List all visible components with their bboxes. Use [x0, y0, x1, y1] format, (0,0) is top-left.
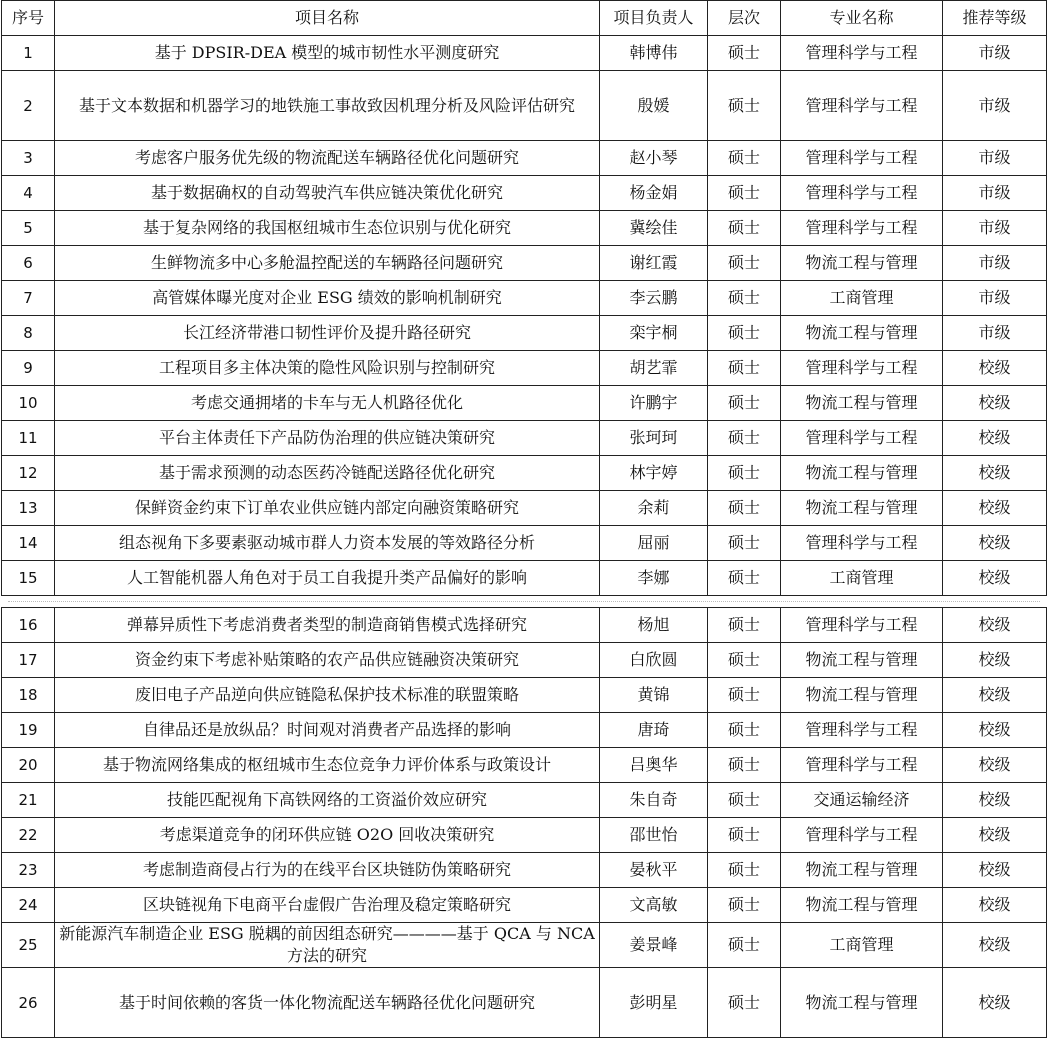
row-number: 11 [2, 421, 55, 456]
major-name: 物流工程与管理 [781, 316, 943, 351]
recommend-grade: 市级 [943, 246, 1047, 281]
row-number: 24 [2, 888, 55, 923]
table-row [2, 968, 1047, 1038]
project-title: 新能源汽车制造企业 ESG 脱耦的前因组态研究————基于 QCA 与 NCA 方法的研究 [55, 923, 600, 968]
row-number: 10 [2, 386, 55, 421]
degree-level: 硕士 [708, 968, 781, 1038]
row-number: 16 [2, 608, 55, 643]
project-leader: 黄锦 [600, 678, 708, 713]
recommend-grade: 校级 [943, 888, 1047, 923]
table-row [2, 713, 1047, 748]
major-name: 管理科学与工程 [781, 526, 943, 561]
row-number: 9 [2, 351, 55, 386]
recommend-grade: 校级 [943, 608, 1047, 643]
project-leader: 邵世怡 [600, 818, 708, 853]
degree-level: 硕士 [708, 853, 781, 888]
project-leader: 林宇婷 [600, 456, 708, 491]
row-number: 26 [2, 968, 55, 1038]
major-name: 管理科学与工程 [781, 141, 943, 176]
degree-level: 硕士 [708, 713, 781, 748]
table-row [2, 141, 1047, 176]
project-title: 自律品还是放纵品？时间观对消费者产品选择的影响 [55, 713, 600, 748]
table-row [2, 211, 1047, 246]
major-name: 管理科学与工程 [781, 351, 943, 386]
project-leader: 吕奥华 [600, 748, 708, 783]
major-name: 物流工程与管理 [781, 678, 943, 713]
recommend-grade: 校级 [943, 421, 1047, 456]
degree-level: 硕士 [708, 923, 781, 968]
table-row [2, 281, 1047, 316]
row-number: 2 [2, 71, 55, 141]
header-recommend-grade: 推荐等级 [943, 1, 1047, 36]
row-number: 1 [2, 36, 55, 71]
table-row [2, 491, 1047, 526]
project-title: 资金约束下考虑补贴策略的农产品供应链融资决策研究 [55, 643, 600, 678]
project-leader: 唐琦 [600, 713, 708, 748]
table-row [2, 923, 1047, 968]
degree-level: 硕士 [708, 561, 781, 596]
degree-level: 硕士 [708, 176, 781, 211]
recommend-grade: 校级 [943, 923, 1047, 968]
row-number: 7 [2, 281, 55, 316]
row-number: 4 [2, 176, 55, 211]
project-title: 长江经济带港口韧性评价及提升路径研究 [55, 316, 600, 351]
major-name: 物流工程与管理 [781, 246, 943, 281]
major-name: 管理科学与工程 [781, 713, 943, 748]
project-leader: 余莉 [600, 491, 708, 526]
recommend-grade: 市级 [943, 176, 1047, 211]
project-title: 基于需求预测的动态医药冷链配送路径优化研究 [55, 456, 600, 491]
project-title: 基于数据确权的自动驾驶汽车供应链决策优化研究 [55, 176, 600, 211]
project-leader: 许鹏宇 [600, 386, 708, 421]
major-name: 物流工程与管理 [781, 386, 943, 421]
recommend-grade: 市级 [943, 141, 1047, 176]
degree-level: 硕士 [708, 386, 781, 421]
recommend-grade: 校级 [943, 968, 1047, 1038]
major-name: 交通运输经济 [781, 783, 943, 818]
project-leader: 谢红霞 [600, 246, 708, 281]
degree-level: 硕士 [708, 211, 781, 246]
project-title: 工程项目多主体决策的隐性风险识别与控制研究 [55, 351, 600, 386]
degree-level: 硕士 [708, 818, 781, 853]
project-leader: 赵小琴 [600, 141, 708, 176]
recommend-grade: 校级 [943, 526, 1047, 561]
row-number: 21 [2, 783, 55, 818]
header-degree-level: 层次 [708, 1, 781, 36]
project-leader: 晏秋平 [600, 853, 708, 888]
project-title: 生鲜物流多中心多舱温控配送的车辆路径问题研究 [55, 246, 600, 281]
recommend-grade: 校级 [943, 853, 1047, 888]
row-number: 13 [2, 491, 55, 526]
major-name: 管理科学与工程 [781, 421, 943, 456]
project-leader: 文高敏 [600, 888, 708, 923]
project-title: 基于物流网络集成的枢纽城市生态位竞争力评价体系与政策设计 [55, 748, 600, 783]
recommend-grade: 市级 [943, 211, 1047, 246]
degree-level: 硕士 [708, 281, 781, 316]
row-number: 25 [2, 923, 55, 968]
major-name: 物流工程与管理 [781, 456, 943, 491]
major-name: 工商管理 [781, 923, 943, 968]
major-name: 管理科学与工程 [781, 36, 943, 71]
row-number: 19 [2, 713, 55, 748]
table-row [2, 176, 1047, 211]
major-name: 管理科学与工程 [781, 748, 943, 783]
degree-level: 硕士 [708, 643, 781, 678]
project-title: 废旧电子产品逆向供应链隐私保护技术标准的联盟策略 [55, 678, 600, 713]
project-leader: 冀绘佳 [600, 211, 708, 246]
row-number: 12 [2, 456, 55, 491]
degree-level: 硕士 [708, 36, 781, 71]
major-name: 工商管理 [781, 281, 943, 316]
degree-level: 硕士 [708, 316, 781, 351]
table-row [2, 643, 1047, 678]
row-number: 8 [2, 316, 55, 351]
degree-level: 硕士 [708, 526, 781, 561]
row-number: 14 [2, 526, 55, 561]
project-title: 考虑交通拥堵的卡车与无人机路径优化 [55, 386, 600, 421]
table-row [2, 678, 1047, 713]
project-title: 基于复杂网络的我国枢纽城市生态位识别与优化研究 [55, 211, 600, 246]
major-name: 物流工程与管理 [781, 968, 943, 1038]
table-row [2, 561, 1047, 596]
project-leader: 姜景峰 [600, 923, 708, 968]
project-title: 基于 DPSIR-DEA 模型的城市韧性水平测度研究 [55, 36, 600, 71]
page-break-line [8, 601, 1040, 602]
recommend-grade: 市级 [943, 36, 1047, 71]
recommend-grade: 校级 [943, 678, 1047, 713]
row-number: 17 [2, 643, 55, 678]
table-row [2, 351, 1047, 386]
header-project-title: 项目名称 [55, 1, 600, 36]
degree-level: 硕士 [708, 678, 781, 713]
project-leader: 杨金娟 [600, 176, 708, 211]
table-row [2, 36, 1047, 71]
row-number: 23 [2, 853, 55, 888]
project-title: 基于文本数据和机器学习的地铁施工事故致因机理分析及风险评估研究 [55, 71, 600, 141]
project-title: 平台主体责任下产品防伪治理的供应链决策研究 [55, 421, 600, 456]
project-leader: 张珂珂 [600, 421, 708, 456]
project-leader: 殷媛 [600, 71, 708, 141]
project-leader: 朱自奇 [600, 783, 708, 818]
row-number: 20 [2, 748, 55, 783]
table-row [2, 888, 1047, 923]
recommend-grade: 校级 [943, 783, 1047, 818]
table-row [2, 246, 1047, 281]
major-name: 物流工程与管理 [781, 888, 943, 923]
project-title: 基于时间依赖的客货一体化物流配送车辆路径优化问题研究 [55, 968, 600, 1038]
header-major-name: 专业名称 [781, 1, 943, 36]
table-header-row [2, 1, 1047, 36]
project-title: 技能匹配视角下高铁网络的工资溢价效应研究 [55, 783, 600, 818]
degree-level: 硕士 [708, 888, 781, 923]
recommend-grade: 市级 [943, 316, 1047, 351]
project-leader: 李娜 [600, 561, 708, 596]
table-row [2, 456, 1047, 491]
table-row [2, 748, 1047, 783]
degree-level: 硕士 [708, 141, 781, 176]
major-name: 管理科学与工程 [781, 71, 943, 141]
recommend-grade: 校级 [943, 491, 1047, 526]
recommend-grade: 校级 [943, 561, 1047, 596]
project-title: 考虑客户服务优先级的物流配送车辆路径优化问题研究 [55, 141, 600, 176]
major-name: 工商管理 [781, 561, 943, 596]
major-name: 管理科学与工程 [781, 608, 943, 643]
recommend-grade: 校级 [943, 818, 1047, 853]
project-title: 弹幕异质性下考虑消费者类型的制造商销售模式选择研究 [55, 608, 600, 643]
table-row [2, 421, 1047, 456]
table-row [2, 71, 1047, 141]
project-leader: 杨旭 [600, 608, 708, 643]
project-leader: 胡艺霏 [600, 351, 708, 386]
table-row [2, 386, 1047, 421]
major-name: 管理科学与工程 [781, 176, 943, 211]
major-name: 物流工程与管理 [781, 853, 943, 888]
major-name: 物流工程与管理 [781, 643, 943, 678]
table-row [2, 818, 1047, 853]
row-number: 15 [2, 561, 55, 596]
row-number: 22 [2, 818, 55, 853]
recommend-grade: 市级 [943, 281, 1047, 316]
degree-level: 硕士 [708, 491, 781, 526]
table-row [2, 316, 1047, 351]
table-row [2, 608, 1047, 643]
header-row-number: 序号 [2, 1, 55, 36]
project-leader: 屈丽 [600, 526, 708, 561]
project-title: 考虑制造商侵占行为的在线平台区块链防伪策略研究 [55, 853, 600, 888]
degree-level: 硕士 [708, 456, 781, 491]
project-title: 区块链视角下电商平台虚假广告治理及稳定策略研究 [55, 888, 600, 923]
recommend-grade: 校级 [943, 386, 1047, 421]
header-project-leader: 项目负责人 [600, 1, 708, 36]
table-row [2, 526, 1047, 561]
degree-level: 硕士 [708, 351, 781, 386]
project-title: 高管媒体曝光度对企业 ESG 绩效的影响机制研究 [55, 281, 600, 316]
row-number: 6 [2, 246, 55, 281]
recommend-grade: 校级 [943, 456, 1047, 491]
degree-level: 硕士 [708, 783, 781, 818]
degree-level: 硕士 [708, 421, 781, 456]
project-title: 人工智能机器人角色对于员工自我提升类产品偏好的影响 [55, 561, 600, 596]
recommend-grade: 校级 [943, 748, 1047, 783]
major-name: 管理科学与工程 [781, 818, 943, 853]
project-leader: 栾宇桐 [600, 316, 708, 351]
row-number: 3 [2, 141, 55, 176]
project-table-part1 [1, 0, 1047, 596]
major-name: 物流工程与管理 [781, 491, 943, 526]
project-table-part2 [1, 607, 1047, 1038]
project-leader: 白欣圆 [600, 643, 708, 678]
project-title: 考虑渠道竞争的闭环供应链 O2O 回收决策研究 [55, 818, 600, 853]
row-number: 5 [2, 211, 55, 246]
degree-level: 硕士 [708, 246, 781, 281]
table-row [2, 853, 1047, 888]
recommend-grade: 校级 [943, 351, 1047, 386]
project-title: 组态视角下多要素驱动城市群人力资本发展的等效路径分析 [55, 526, 600, 561]
degree-level: 硕士 [708, 748, 781, 783]
recommend-grade: 市级 [943, 71, 1047, 141]
degree-level: 硕士 [708, 71, 781, 141]
project-leader: 李云鹏 [600, 281, 708, 316]
table-row [2, 783, 1047, 818]
project-leader: 韩博伟 [600, 36, 708, 71]
degree-level: 硕士 [708, 608, 781, 643]
project-leader: 彭明星 [600, 968, 708, 1038]
recommend-grade: 校级 [943, 713, 1047, 748]
project-title: 保鲜资金约束下订单农业供应链内部定向融资策略研究 [55, 491, 600, 526]
row-number: 18 [2, 678, 55, 713]
recommend-grade: 校级 [943, 643, 1047, 678]
major-name: 管理科学与工程 [781, 211, 943, 246]
